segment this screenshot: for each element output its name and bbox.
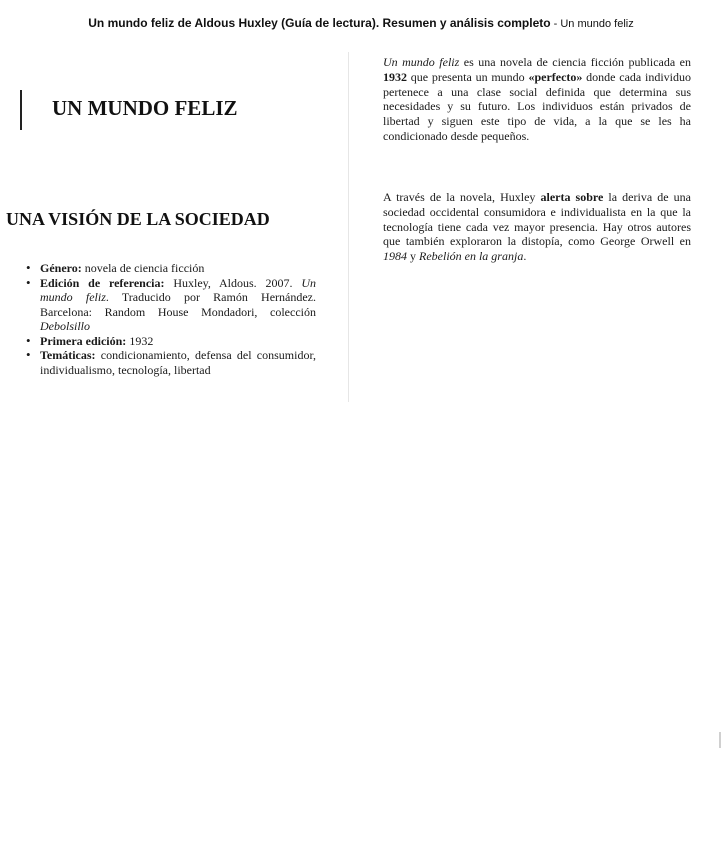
p1-perfecto: «perfecto»	[528, 69, 583, 84]
summary-paragraph-1	[383, 55, 691, 144]
edition-value-1: Huxley, Aldous. 2007.	[164, 275, 302, 290]
p2-book-rebelion: Rebelión en la granja	[419, 249, 524, 264]
info-item-first-edition	[26, 334, 316, 349]
p1-book-title: Un mundo feliz	[383, 55, 460, 69]
header-main-title: Un mundo feliz de Aldous Huxley (Guía de lectura). Resumen y análisis completo	[88, 16, 551, 30]
p2-text-2: la deriva de una sociedad occidental consumidora e individualista en la que la tecnología tiene cada vez mayor presencia. Hay otros autores que también exploraron la distopía, como George Orwell en	[383, 190, 691, 249]
page-edge-mark	[719, 732, 721, 748]
info-item-edition	[26, 276, 316, 334]
p1-text-1: es una novela de ciencia ficción publicada en	[459, 55, 691, 69]
first-edition-label: Primera edición:	[40, 333, 127, 348]
book-title: UN MUNDO FELIZ	[52, 96, 238, 120]
column-divider	[348, 52, 349, 402]
p2-text-3: y	[407, 249, 419, 264]
edition-book-title: Un mundo feliz	[40, 275, 316, 304]
section-title: UNA VISIÓN DE LA SOCIEDAD	[6, 209, 270, 229]
info-item-genre	[26, 261, 316, 276]
edition-collection: Debolsillo	[40, 319, 90, 333]
edition-label: Edición de referencia:	[40, 275, 165, 290]
p1-text-3: donde cada individuo pertenece a una clase social definida que determina sus necesidades y su futuro. Los individuos están privados de libertad y siguen este tipo de vida, a la que se les ha condicionado desde pequeños.	[383, 69, 692, 143]
page-header	[0, 16, 722, 30]
p2-text-1: A través de la novela, Huxley	[383, 190, 541, 204]
themes-label: Temáticas:	[40, 348, 96, 362]
title-accent-bar	[20, 90, 22, 130]
book-info-list	[26, 261, 316, 377]
summary-paragraph-2	[383, 190, 691, 264]
p1-year: 1932	[383, 69, 407, 84]
header-separator: -	[550, 18, 561, 30]
p2-book-1984: 1984	[383, 249, 407, 264]
genre-value: novela de ciencia ficción	[81, 261, 205, 275]
info-item-themes	[26, 348, 316, 377]
header-subtitle: Un mundo feliz	[560, 18, 634, 30]
genre-label: Género:	[40, 261, 82, 275]
p1-text-2: que presenta un mundo	[407, 69, 529, 84]
themes-value: condicionamiento, defensa del consumidor, individualismo, tecnología, libertad	[40, 348, 316, 377]
edition-value-2: . Traducido por Ramón Hernández. Barcelona: Random House Mondadori, colección	[40, 290, 316, 319]
first-edition-value: 1932	[126, 333, 154, 348]
p2-alerta: alerta sobre	[540, 190, 604, 204]
p2-text-4: .	[523, 249, 527, 264]
